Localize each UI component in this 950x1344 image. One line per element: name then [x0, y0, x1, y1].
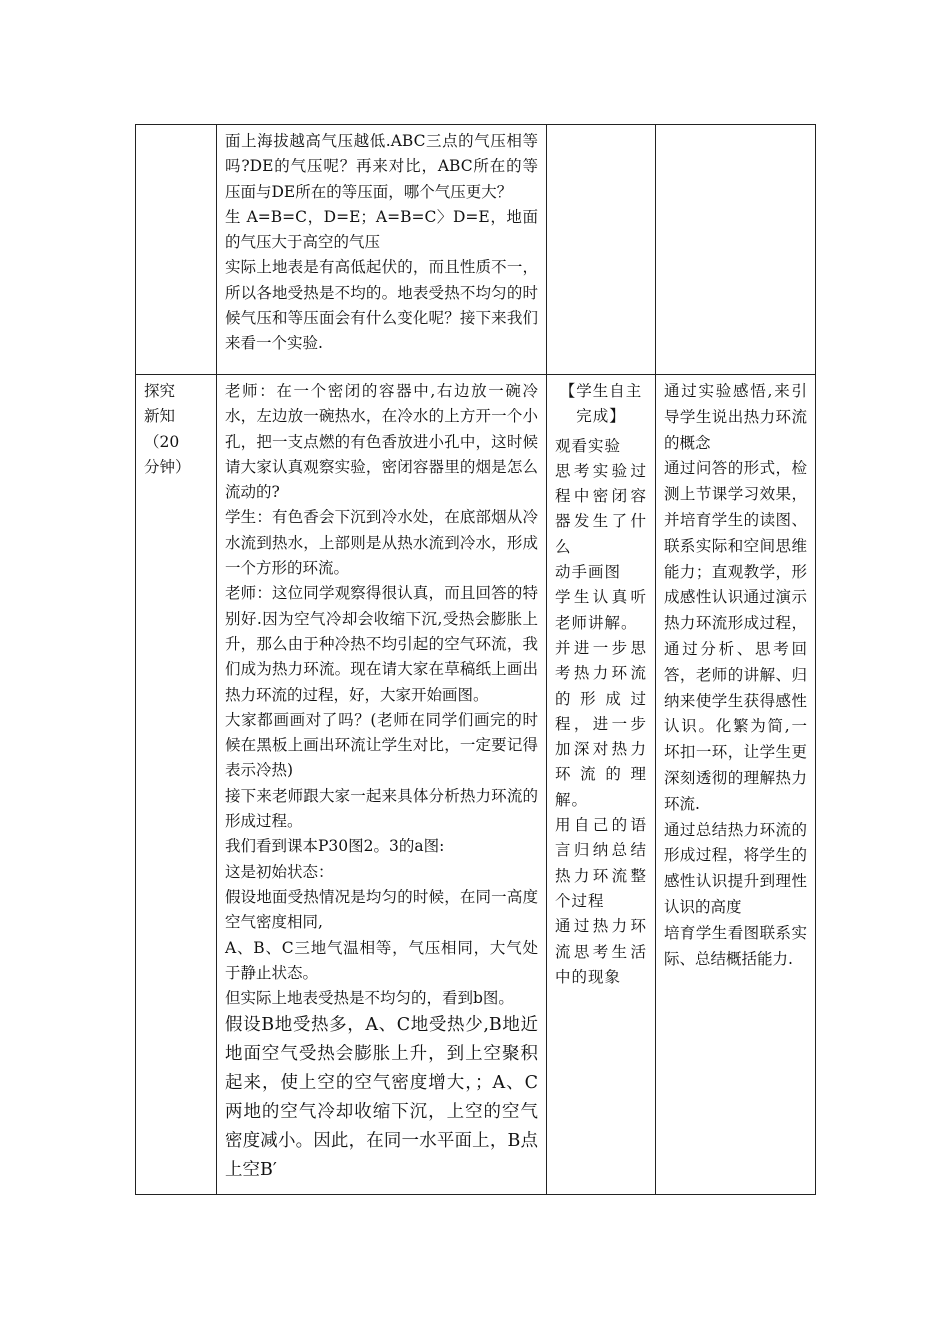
- content-paragraph: A、B、C三地气温相等，气压相同，大气处于静止状态。: [225, 938, 538, 982]
- content-paragraph: 老师：这位同学观察得很认真，而且回答的特别好.因为空气冷却会收缩下沉,受热会膨胀上升，那么由于种冷热不均引起的空气环流，我们成为热力环流。现在请大家在草稿纸上画出热力环流的过程，好，大家开始画图。: [225, 584, 538, 704]
- stage-duration: 分钟）: [144, 457, 191, 476]
- activity-item: 学生认真听老师讲解。: [555, 588, 647, 632]
- stage-cell: [136, 375, 217, 1195]
- stage-label: 新知: [144, 407, 176, 426]
- stage-cell: [136, 125, 217, 375]
- activity-item: 动手画图: [555, 563, 622, 582]
- content-paragraph: 这是初始状态：: [225, 862, 334, 881]
- lesson-plan-table: [135, 124, 816, 1195]
- content-paragraph: 但实际上地表受热是不均匀的，看到b图。: [225, 989, 514, 1008]
- activity-item: 并进一步思考热力环流的形成过程，进一步加深对热力环流的理解。: [555, 638, 647, 809]
- intent-paragraph: 通过问答的形式，检测上节课学习效果，并培育学生的读图、联系实际和空间思维能力；直观教学，形成感性认识通过演示热力环流形成过程，通过分析、思考回答，老师的讲解、归纳来使学生获得感性认识。化繁为简,一坏扣一环，让学生更深刻透彻的理解热力环流.: [664, 459, 807, 813]
- content-paragraph: 老师：在一个密闭的容器中,右边放一碗冷水，左边放一碗热水，在冷水的上方开一个小孔，把一支点燃的有色香放进小孔中，这时候请大家认真观察实验，密闭容器里的烟是怎么流动的?: [225, 382, 538, 502]
- content-paragraph: 面上海拔越高气压越低.ABC三点的气压相等吗?DE的气压呢？再来对比，ABC所在的等压面与DE所在的等压面，哪个气压更大？: [225, 132, 538, 201]
- stage-label: 探究: [144, 382, 176, 400]
- table-row: [136, 125, 816, 375]
- design-intent-cell: [656, 375, 816, 1195]
- student-activity-cell: [547, 375, 656, 1195]
- table-row: [136, 375, 816, 1195]
- activity-item: 通过热力环流思考生活中的现象: [555, 917, 647, 986]
- content-paragraph-large: 假设B地受热多，A、C地受热少,B地近地面空气受热会膨胀上升，到上空聚积起来，使上空的空气密度增大，；A、C两地的空气冷却收缩下沉，上空的空气密度减小。因此，在同一水平面上，B点上空B′: [225, 1015, 538, 1181]
- stage-duration: （20: [144, 432, 180, 451]
- design-intent-cell: [656, 125, 816, 375]
- activity-item: 思考实验过程中密闭容器发生了什么: [555, 461, 647, 556]
- teaching-content-cell: [217, 375, 547, 1195]
- content-paragraph: 我们看到课本P30图2。3的a图:: [225, 837, 445, 856]
- intent-paragraph: 培育学生看图联系实际、总结概括能力.: [664, 923, 807, 968]
- content-paragraph: 大家都画画对了吗？(老师在同学们画完的时候在黑板上画出环流让学生对比，一定要记得表示冷热): [225, 710, 538, 780]
- content-paragraph: 生 A=B=C，D=E；A=B=C〉D=E，地面的气压大于高空的气压: [225, 207, 538, 252]
- teaching-content-cell: [217, 125, 547, 375]
- content-paragraph: 实际上地表是有高低起伏的，而且性质不一，所以各地受热是不均的。地表受热不均匀的时候气压和等压面会有什么变化呢？接下来我们来看一个实验.: [225, 258, 538, 353]
- content-paragraph: 接下来老师跟大家一起来具体分析热力环流的形成过程。: [225, 786, 538, 831]
- student-activity-cell: [547, 125, 656, 375]
- intent-paragraph: 通过实验感悟,来引导学生说出热力环流的概念: [664, 382, 807, 452]
- activity-item: 用自己的语言归纳总结热力环流整个过程: [555, 816, 647, 910]
- activity-item: 观看实验: [555, 436, 622, 455]
- intent-paragraph: 通过总结热力环流的形成过程，将学生的感性认识提升到理性认识的高度: [664, 820, 807, 916]
- content-paragraph: 假设地面受热情况是均匀的时候，在同一高度空气密度相同,: [225, 887, 538, 932]
- activity-heading: 【学生自主完成】: [559, 382, 643, 426]
- content-paragraph: 学生：有色香会下沉到冷水处，在底部烟从冷水流到热水，上部则是从热水流到冷水，形成一个方形的环流。: [225, 508, 538, 578]
